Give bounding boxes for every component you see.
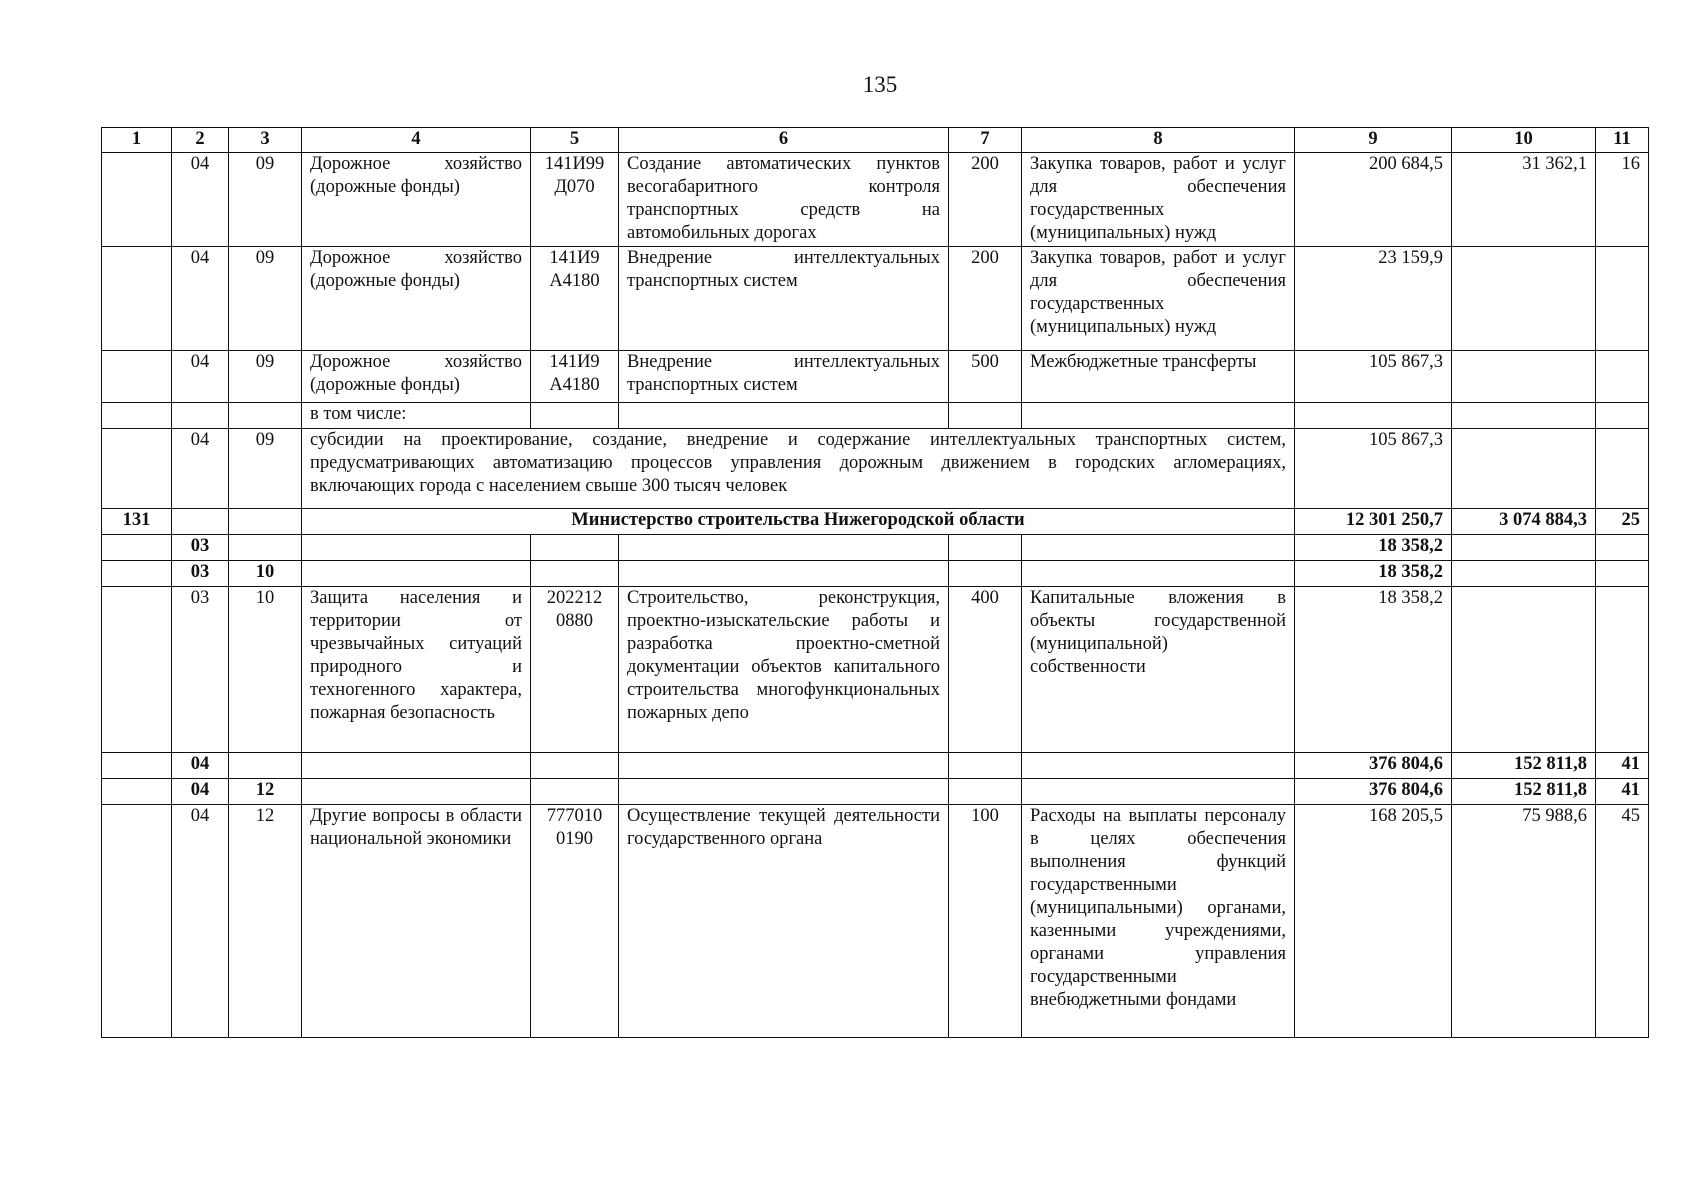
table-cell <box>302 779 531 805</box>
table-cell <box>949 403 1022 429</box>
table-cell: 141И99 Д070 <box>531 153 619 247</box>
table-cell: 41 <box>1596 753 1649 779</box>
table-cell: 376 804,6 <box>1295 753 1452 779</box>
table-cell: Закупка товаров, работ и услуг для обеспечения государственных (муниципальных) нужд <box>1022 247 1295 351</box>
table-cell: Создание автоматических пунктов весогабаритного контроля транспортных средств на автомобильных дорогах <box>619 153 949 247</box>
header-cell: 2 <box>172 128 229 153</box>
table-cell: Капитальные вложения в объекты государственной (муниципальной) собственности <box>1022 587 1295 753</box>
header-cell: 3 <box>229 128 302 153</box>
table-cell <box>102 429 172 509</box>
table-cell: 131 <box>102 509 172 535</box>
table-cell: 12 301 250,7 <box>1295 509 1452 535</box>
table-cell: 152 811,8 <box>1452 779 1596 805</box>
table-cell <box>1596 429 1649 509</box>
table-cell: 03 <box>172 587 229 753</box>
table-row <box>102 779 1649 805</box>
table-cell: Расходы на выплаты персоналу в целях обеспечения выполнения функций государственными (муниципальными) органами, казенными учреждениями, органами управления государственными внебюджетными фондами <box>1022 805 1295 1038</box>
table-cell: 09 <box>229 153 302 247</box>
table-cell <box>531 753 619 779</box>
header-cell: 11 <box>1596 128 1649 153</box>
table-cell: 777010 0190 <box>531 805 619 1038</box>
header-cell: 10 <box>1452 128 1596 153</box>
table-cell: 04 <box>172 779 229 805</box>
table-cell: 105 867,3 <box>1295 429 1452 509</box>
table-cell: субсидии на проектирование, создание, внедрение и содержание интеллектуальных транспортных систем, предусматривающих автоматизацию процессов управления дорожным движением в городских агломерациях, включающих города с населением свыше 300 тысяч человек <box>302 429 1295 509</box>
table-cell: 10 <box>229 587 302 753</box>
table-row <box>102 753 1649 779</box>
table-cell <box>1022 535 1295 561</box>
table-cell <box>619 779 949 805</box>
table-cell <box>949 535 1022 561</box>
table-cell <box>1596 351 1649 403</box>
table-cell: 3 074 884,3 <box>1452 509 1596 535</box>
table-cell <box>302 535 531 561</box>
header-cell: 5 <box>531 128 619 153</box>
table-cell: 500 <box>949 351 1022 403</box>
table-cell <box>531 403 619 429</box>
table-cell: 41 <box>1596 779 1649 805</box>
table-cell: в том числе: <box>302 403 531 429</box>
header-cell: 6 <box>619 128 949 153</box>
header-cell: 8 <box>1022 128 1295 153</box>
table-cell: 03 <box>172 561 229 587</box>
table-cell: 03 <box>172 535 229 561</box>
header-cell: 1 <box>102 128 172 153</box>
table-cell <box>172 403 229 429</box>
table-cell: 45 <box>1596 805 1649 1038</box>
header-cell: 9 <box>1295 128 1452 153</box>
table-cell: 16 <box>1596 153 1649 247</box>
table-cell <box>1022 779 1295 805</box>
table-cell <box>229 753 302 779</box>
table-cell: 31 362,1 <box>1452 153 1596 247</box>
table-cell: Закупка товаров, работ и услуг для обеспечения государственных (муниципальных) нужд <box>1022 153 1295 247</box>
table-cell: 12 <box>229 779 302 805</box>
table-cell <box>1452 587 1596 753</box>
table-cell <box>102 535 172 561</box>
table-row <box>102 535 1649 561</box>
table-cell: 376 804,6 <box>1295 779 1452 805</box>
table-cell <box>229 403 302 429</box>
table-cell <box>102 153 172 247</box>
table-cell <box>229 509 302 535</box>
table-cell: 18 358,2 <box>1295 535 1452 561</box>
table-cell <box>619 753 949 779</box>
table-cell <box>531 561 619 587</box>
table-cell <box>619 403 949 429</box>
table-cell: 200 <box>949 247 1022 351</box>
table-cell <box>531 779 619 805</box>
table-cell <box>1452 561 1596 587</box>
table-cell <box>102 753 172 779</box>
table-cell: 25 <box>1596 509 1649 535</box>
table-cell: Дорожное хозяйство (дорожные фонды) <box>302 351 531 403</box>
table-cell: 141И9 А4180 <box>531 351 619 403</box>
table-cell: 23 159,9 <box>1295 247 1452 351</box>
table-cell: 105 867,3 <box>1295 351 1452 403</box>
table-row <box>102 561 1649 587</box>
table-cell <box>1452 403 1596 429</box>
table-cell: 04 <box>172 153 229 247</box>
table-cell: 200 684,5 <box>1295 153 1452 247</box>
table-cell <box>102 247 172 351</box>
table-cell: 18 358,2 <box>1295 587 1452 753</box>
table-cell: 09 <box>229 247 302 351</box>
table-cell: 75 988,6 <box>1452 805 1596 1038</box>
table-cell <box>949 561 1022 587</box>
header-row <box>102 128 1649 153</box>
table-cell <box>172 509 229 535</box>
table-cell <box>949 753 1022 779</box>
table-cell <box>302 561 531 587</box>
table-cell <box>1596 587 1649 753</box>
table-cell <box>1452 351 1596 403</box>
table-cell <box>619 561 949 587</box>
table-cell: Защита населения и территории от чрезвычайных ситуаций природного и техногенного характера, пожарная безопасность <box>302 587 531 753</box>
table-cell <box>1452 247 1596 351</box>
table-cell <box>1596 561 1649 587</box>
table-cell: 18 358,2 <box>1295 561 1452 587</box>
table-row <box>102 429 1649 509</box>
table-cell <box>1596 535 1649 561</box>
table-cell: 100 <box>949 805 1022 1038</box>
table-cell: 12 <box>229 805 302 1038</box>
table-cell: Строительство, реконструкция, проектно-изыскательские работы и разработка проектно-сметной документации объектов капитального строительства многофункциональных пожарных депо <box>619 587 949 753</box>
table-row <box>102 351 1649 403</box>
table-row <box>102 805 1649 1038</box>
table-cell <box>302 753 531 779</box>
table-cell <box>1596 247 1649 351</box>
page-number: 135 <box>862 72 898 97</box>
table-cell: Внедрение интеллектуальных транспортных систем <box>619 247 949 351</box>
table-cell <box>1022 561 1295 587</box>
table-cell: 400 <box>949 587 1022 753</box>
table-cell: Дорожное хозяйство (дорожные фонды) <box>302 153 531 247</box>
table-cell: Межбюджетные трансферты <box>1022 351 1295 403</box>
table-cell: 04 <box>172 247 229 351</box>
table-cell: 04 <box>172 351 229 403</box>
table-cell <box>102 403 172 429</box>
table-row <box>102 403 1649 429</box>
header-cell: 4 <box>302 128 531 153</box>
table-cell: Осуществление текущей деятельности государственного органа <box>619 805 949 1038</box>
table-cell: Внедрение интеллектуальных транспортных систем <box>619 351 949 403</box>
table-cell: 04 <box>172 805 229 1038</box>
table-cell <box>102 561 172 587</box>
table-cell <box>1596 403 1649 429</box>
table-row <box>102 509 1649 535</box>
table-cell: Министерство строительства Нижегородской области <box>302 509 1295 535</box>
table-cell: 141И9 А4180 <box>531 247 619 351</box>
table-cell <box>1022 403 1295 429</box>
table-row <box>102 587 1649 753</box>
table-cell: 152 811,8 <box>1452 753 1596 779</box>
table-cell <box>1452 535 1596 561</box>
table-cell <box>619 535 949 561</box>
table-cell <box>229 535 302 561</box>
table-cell: 04 <box>172 429 229 509</box>
table-cell <box>102 805 172 1038</box>
table-cell: Дорожное хозяйство (дорожные фонды) <box>302 247 531 351</box>
table-row <box>102 153 1649 247</box>
table-cell <box>949 779 1022 805</box>
table-cell: Другие вопросы в области национальной экономики <box>302 805 531 1038</box>
table-cell: 09 <box>229 351 302 403</box>
table-cell: 04 <box>172 753 229 779</box>
table-cell <box>102 351 172 403</box>
table-cell <box>102 587 172 753</box>
table-cell: 168 205,5 <box>1295 805 1452 1038</box>
table-cell: 202212 0880 <box>531 587 619 753</box>
table-cell: 09 <box>229 429 302 509</box>
table-cell <box>1452 429 1596 509</box>
table-cell <box>531 535 619 561</box>
budget-table <box>101 127 1649 1038</box>
table-row <box>102 247 1649 351</box>
table-cell <box>1022 753 1295 779</box>
table-cell: 10 <box>229 561 302 587</box>
table-cell <box>1295 403 1452 429</box>
header-cell: 7 <box>949 128 1022 153</box>
table-cell: 200 <box>949 153 1022 247</box>
table-cell <box>102 779 172 805</box>
